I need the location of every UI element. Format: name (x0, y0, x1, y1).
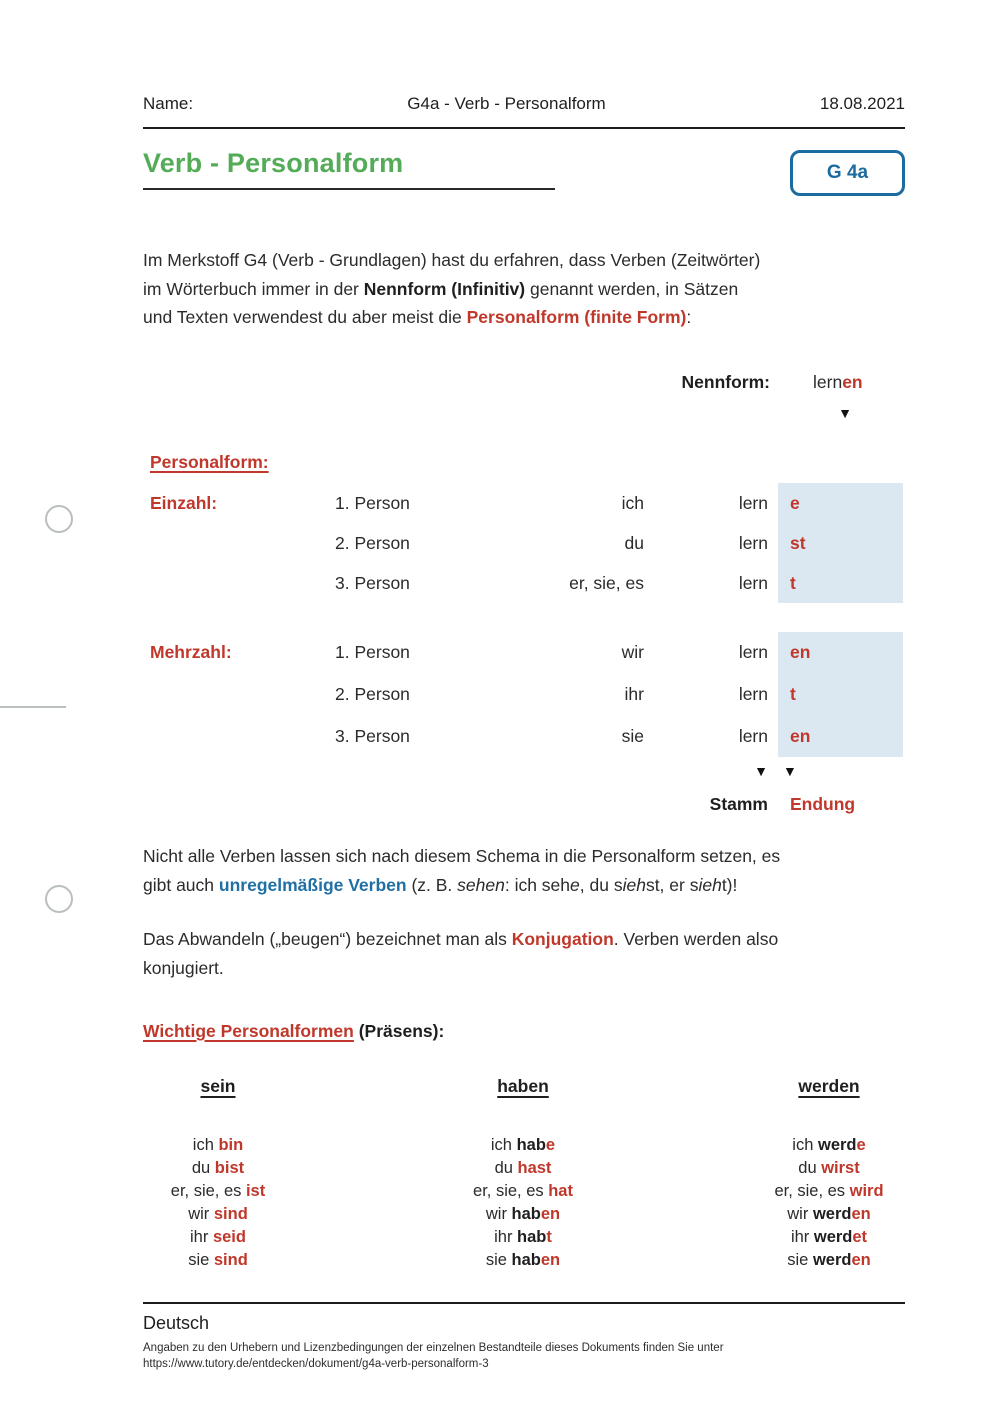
intro-text: Im Merkstoff G4 (Verb - Grundlagen) hast du erfahren, dass Verben (Zeitwörter) (143, 250, 761, 270)
nennform-label: Nennform: (681, 372, 770, 392)
conj-line: wir haben (485, 1205, 561, 1223)
subject-label: Deutsch (143, 1313, 210, 1333)
conj-header: sein (200, 1076, 236, 1096)
conj-column-haben (413, 1076, 633, 1272)
ending-cell: t (790, 572, 796, 593)
conj-line: sie haben (485, 1251, 561, 1269)
conj-header: haben (497, 1076, 549, 1096)
conj-line: ihr habt (494, 1228, 552, 1246)
nennform-word (770, 372, 905, 393)
intro-text: genannt werden, in Sätzen (525, 278, 739, 299)
stamm-arrow-icon: ▼ (754, 763, 768, 779)
pronoun-cell: du (624, 532, 644, 553)
ending-cell: en (790, 725, 811, 746)
table-row (143, 632, 905, 674)
endung-arrow-icon: ▼ (783, 763, 797, 779)
document-header (143, 94, 905, 129)
arrow-down-icon: ▼ (838, 405, 852, 421)
document-title-center: G4a - Verb - Personalform (407, 94, 606, 113)
konjugation-term: Konjugation (511, 929, 614, 949)
konjugation-line: konjugiert. (143, 957, 224, 978)
table-row (143, 674, 905, 716)
einzahl-table (143, 483, 905, 603)
irregular-verbs-term: unregelmäßige Verben (218, 874, 407, 895)
conj-line: wir sind (188, 1205, 248, 1223)
example-verb: sehen (457, 874, 505, 895)
conj-header: werden (798, 1076, 860, 1096)
verb-stem: lern (813, 372, 843, 392)
pronoun-cell: ich (621, 492, 644, 513)
person-cell: 2. Person (335, 532, 410, 553)
irregular-text: gibt auch (143, 874, 219, 895)
irregular-line: gibt auch unregelmäßige Verben (z. B. sehen: ich sehe, du siehst, er sieht)! (143, 874, 738, 895)
endung-label: Endung (790, 794, 856, 814)
wichtige-heading (143, 1021, 444, 1042)
person-cell: 1. Person (335, 642, 410, 663)
conj-line: ihr werdet (790, 1228, 868, 1246)
footer-divider (143, 1302, 905, 1304)
irregular-text: Nicht alle Verben lassen sich nach diesem Schema in die Personalform setzen, es (143, 846, 781, 866)
pronoun-cell: wir (621, 642, 644, 663)
einzahl-label: Einzahl: (150, 492, 218, 513)
verb-ending: en (842, 372, 863, 392)
title-row (143, 148, 905, 200)
conj-line: ich habe (490, 1136, 556, 1154)
pronoun-cell: er, sie, es (569, 572, 644, 593)
conj-line: sie sind (188, 1251, 248, 1269)
grade-badge: G 4a (790, 150, 905, 196)
hole-punch-mark (45, 505, 73, 533)
page-title: Verb - Personalform (143, 148, 555, 190)
stem-cell: lern (738, 492, 768, 513)
license-text (143, 1341, 935, 1372)
fold-mark (0, 706, 66, 708)
intro-line (143, 246, 905, 275)
conj-line: er, sie, es ist (170, 1182, 266, 1200)
stem-cell: lern (738, 572, 768, 593)
table-row (143, 563, 905, 603)
conj-line: du bist (191, 1159, 245, 1177)
intro-text: im Wörterbuch immer in der (143, 278, 364, 299)
pronoun-cell: sie (621, 725, 644, 746)
konjugation-paragraph (143, 925, 905, 982)
ending-cell: e (790, 492, 800, 513)
person-cell: 1. Person (335, 492, 410, 513)
license-url: https://www.tutory.de/entdecken/dokument/g4a-verb-personalform-3 (143, 1357, 489, 1370)
license-line: Angaben zu den Urhebern und Lizenzbedingungen der einzelnen Bestandteile dieses Dokuments finden Sie unter (143, 1342, 724, 1354)
person-cell: 2. Person (335, 683, 410, 704)
intro-text: und Texten verwendest du aber meist die (143, 307, 467, 327)
ending-cell: t (790, 683, 796, 704)
conjugation-tables (143, 1076, 905, 1286)
stem-cell: lern (738, 642, 768, 663)
pronoun-cell: ihr (624, 683, 644, 704)
table-row (143, 483, 905, 523)
ending-cell: en (790, 642, 811, 663)
conj-column-werden (719, 1076, 939, 1272)
table-row (143, 715, 905, 757)
konjugation-text: Das Abwandeln („beugen“) bezeichnet man als (143, 929, 512, 949)
irregular-line (143, 842, 905, 871)
hole-punch-mark (45, 885, 73, 913)
stem-cell: lern (738, 532, 768, 553)
intro-line (143, 275, 905, 304)
name-label: Name: (143, 94, 194, 113)
conj-column-sein (108, 1076, 328, 1272)
wichtige-heading-black: (Präsens): (353, 1021, 445, 1041)
person-cell: 3. Person (335, 725, 410, 746)
personalform-heading: Personalform: (150, 452, 269, 472)
conj-line: du wirst (798, 1159, 860, 1177)
stem-cell: lern (738, 683, 768, 704)
page-content (143, 0, 905, 1416)
mehrzahl-table (143, 632, 905, 757)
intro-text: : (686, 307, 692, 327)
intro-paragraph (143, 246, 905, 332)
person-cell: 3. Person (335, 572, 410, 593)
table-row (143, 523, 905, 563)
conj-line: er, sie, es hat (473, 1182, 573, 1200)
conj-line: du hast (494, 1159, 552, 1177)
stamm-label: Stamm (709, 794, 768, 814)
date-label: 18.08.2021 (819, 94, 905, 113)
intro-line (143, 303, 905, 332)
conj-line: ich bin (192, 1136, 244, 1154)
nennform-row (143, 372, 905, 393)
stamm-endung-labels (143, 794, 905, 815)
conj-line: ich werde (792, 1136, 866, 1154)
mehrzahl-label: Mehrzahl: (150, 642, 232, 663)
irregular-paragraph (143, 842, 905, 899)
ending-cell: st (790, 532, 806, 553)
conj-line: er, sie, es wird (774, 1182, 884, 1200)
konjugation-line: Das Abwandeln („beugen“) bezeichnet man als Konjugation. Verben werden also (143, 929, 779, 949)
stem-cell: lern (738, 725, 768, 746)
nennform-term: Nennform (Infinitiv) (363, 278, 526, 299)
stamm-endung-arrows (143, 764, 905, 778)
conj-line: ihr seid (190, 1228, 246, 1246)
conj-line: wir werden (787, 1205, 871, 1223)
wichtige-heading-red: Wichtige Personalformen (143, 1021, 354, 1041)
personalform-term: Personalform (finite Form) (466, 307, 687, 327)
conj-line: sie werden (787, 1251, 871, 1269)
